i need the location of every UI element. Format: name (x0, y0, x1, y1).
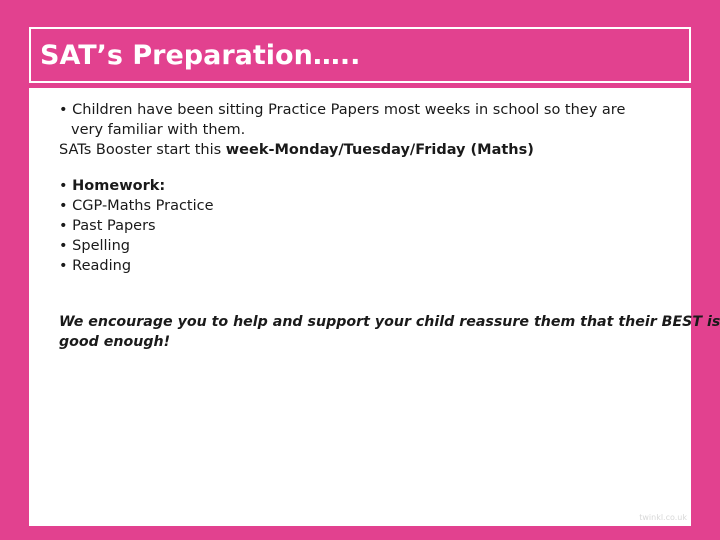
booster-schedule: week-Monday/Tuesday/Friday (Maths) (225, 142, 534, 158)
homework-item: • CGP-Maths Practice (59, 198, 214, 214)
intro-line-2: very familiar with them. (71, 122, 246, 138)
content-panel (29, 88, 720, 526)
booster-line (59, 140, 625, 160)
homework-item: • Past Papers (59, 218, 156, 234)
slide-title: SAT’s Preparation….. (40, 40, 361, 71)
homework-item: • Spelling (59, 238, 130, 254)
booster-text: SATs Booster start this (59, 142, 226, 158)
homework-heading (59, 176, 214, 196)
encouragement-line-1: We encourage you to help and support your child reassure them that their BEST is (59, 314, 720, 330)
encouragement-block (59, 312, 720, 352)
homework-block (59, 176, 214, 276)
encouragement-line-2: good enough! (59, 334, 171, 350)
intro-line-1: • Children have been sitting Practice Papers most weeks in school so they are (59, 102, 626, 118)
homework-bullet: • (59, 178, 73, 194)
title-bar (29, 27, 691, 83)
homework-label: Homework: (72, 178, 166, 194)
watermark: twinkl.co.uk (639, 513, 687, 522)
homework-item: • Reading (59, 258, 132, 274)
intro-block (59, 100, 625, 160)
